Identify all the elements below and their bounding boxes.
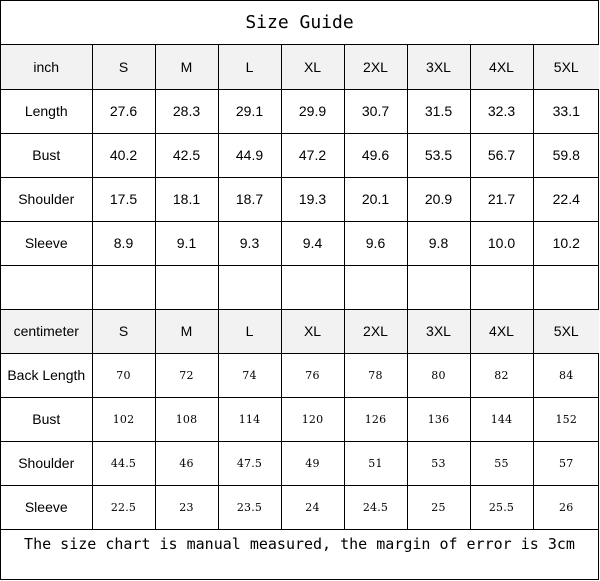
table-cell: 76 [281,353,344,397]
table-cell: 17.5 [92,177,155,221]
empty-cell [470,265,533,309]
table-cell: 23.5 [218,485,281,529]
table-cell: 21.7 [470,177,533,221]
table-cell: 82 [470,353,533,397]
table-cell: 24.5 [344,485,407,529]
table-cell: 23 [155,485,218,529]
row-label: Shoulder [1,441,92,485]
table-cell: 32.3 [470,89,533,133]
table-cell: 56.7 [470,133,533,177]
spacer-row [1,265,599,309]
size-header: XL [281,309,344,353]
table-cell: 114 [218,397,281,441]
table-cell: 18.7 [218,177,281,221]
table-cell: 44.9 [218,133,281,177]
table-cell: 9.4 [281,221,344,265]
table-cell: 24 [281,485,344,529]
size-header: L [218,45,281,89]
table-cell: 80 [407,353,470,397]
table-row [1,177,599,221]
empty-cell [218,265,281,309]
row-label: Bust [1,133,92,177]
table-row [1,397,599,441]
size-header: L [218,309,281,353]
unit-label-cm: centimeter [1,309,92,353]
table-cell: 9.8 [407,221,470,265]
table-row [1,485,599,529]
table-cell: 10.2 [533,221,599,265]
table-row [1,353,599,397]
size-guide-title: Size Guide [1,1,598,45]
row-label: Back Length [1,353,92,397]
table-cell: 53 [407,441,470,485]
table-cell: 25 [407,485,470,529]
size-header: 3XL [407,45,470,89]
size-header: 3XL [407,309,470,353]
table-cell: 26 [533,485,599,529]
table-cell: 29.9 [281,89,344,133]
table-cell: 49 [281,441,344,485]
row-label: Sleeve [1,221,92,265]
size-header: M [155,45,218,89]
table-row [1,221,599,265]
row-label: Shoulder [1,177,92,221]
empty-cell [92,265,155,309]
table-cell: 49.6 [344,133,407,177]
table-cell: 70 [92,353,155,397]
table-cell: 8.9 [92,221,155,265]
table-cell: 33.1 [533,89,599,133]
empty-cell [533,265,599,309]
table-cell: 28.3 [155,89,218,133]
table-cell: 22.5 [92,485,155,529]
inch-header-row [1,45,599,89]
row-label: Sleeve [1,485,92,529]
size-header: 4XL [470,309,533,353]
row-label: Bust [1,397,92,441]
size-header: 2XL [344,45,407,89]
table-cell: 47.2 [281,133,344,177]
size-header: XL [281,45,344,89]
table-cell: 27.6 [92,89,155,133]
table-cell: 30.7 [344,89,407,133]
table-cell: 20.9 [407,177,470,221]
table-cell: 51 [344,441,407,485]
table-cell: 9.3 [218,221,281,265]
table-cell: 57 [533,441,599,485]
table-cell: 40.2 [92,133,155,177]
size-table [1,45,599,530]
size-header: S [92,309,155,353]
table-cell: 78 [344,353,407,397]
table-cell: 31.5 [407,89,470,133]
table-cell: 108 [155,397,218,441]
table-cell: 18.1 [155,177,218,221]
unit-label-inch: inch [1,45,92,89]
table-cell: 47.5 [218,441,281,485]
table-cell: 144 [470,397,533,441]
table-cell: 55 [470,441,533,485]
empty-cell [155,265,218,309]
table-cell: 44.5 [92,441,155,485]
table-cell: 20.1 [344,177,407,221]
table-cell: 120 [281,397,344,441]
empty-cell [407,265,470,309]
table-cell: 136 [407,397,470,441]
table-cell: 59.8 [533,133,599,177]
measurement-note: The size chart is manual measured, the margin of error is 3cm [24,534,575,553]
empty-cell [344,265,407,309]
size-header: 2XL [344,309,407,353]
size-header: M [155,309,218,353]
empty-cell [1,265,92,309]
table-cell: 25.5 [470,485,533,529]
table-cell: 10.0 [470,221,533,265]
table-row [1,133,599,177]
table-cell: 152 [533,397,599,441]
table-cell: 72 [155,353,218,397]
row-label: Length [1,89,92,133]
table-cell: 126 [344,397,407,441]
size-header: S [92,45,155,89]
table-cell: 9.6 [344,221,407,265]
table-cell: 19.3 [281,177,344,221]
table-cell: 9.1 [155,221,218,265]
table-cell: 102 [92,397,155,441]
table-cell: 42.5 [155,133,218,177]
table-row [1,89,599,133]
empty-cell [281,265,344,309]
table-cell: 29.1 [218,89,281,133]
size-header: 5XL [533,45,599,89]
cm-header-row [1,309,599,353]
table-cell: 46 [155,441,218,485]
table-cell: 74 [218,353,281,397]
table-cell: 22.4 [533,177,599,221]
table-cell: 53.5 [407,133,470,177]
size-header: 4XL [470,45,533,89]
table-cell: 84 [533,353,599,397]
table-row [1,441,599,485]
size-header: 5XL [533,309,599,353]
